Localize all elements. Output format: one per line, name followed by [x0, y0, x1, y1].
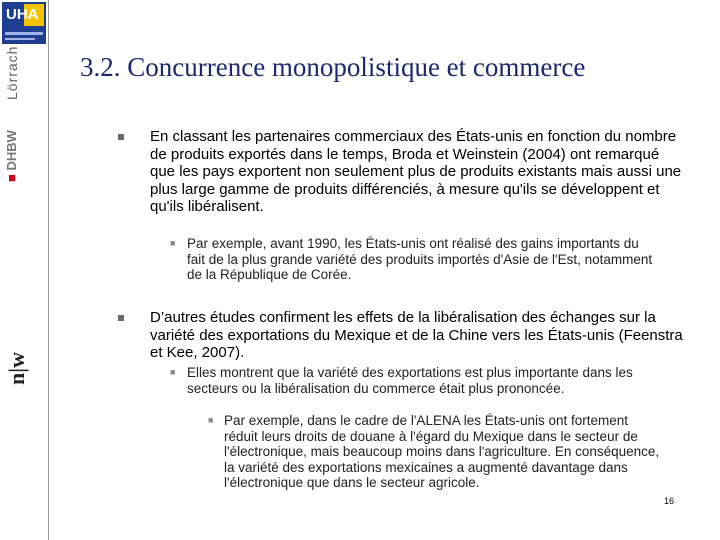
bullet-text: D’autres études confirment les effets de la libéralisation des échanges sur la variété des exportations du Mexique et de la Chine vers les États-unis (Feenstra et Kee, 2007). [150, 309, 683, 361]
uha-logo-subline-2 [5, 38, 35, 40]
sub-bullet-marker: ■ [170, 367, 176, 377]
sidebar-divider [48, 0, 49, 540]
sub-sub-bullet-marker: ■ [208, 415, 214, 425]
dhbw-logo-text: DHBW [4, 130, 19, 171]
sub-sub-bullet-text: Par exemple, dans le cadre de l'ALENA les États-unis ont fortement réduit leurs droits de douane à l'égard du Mexique dans le secteur de l'électronique, mais beaucoup moins dans l'agriculture. En conséquence, la variété des exportations mexicaines a augmenté davantage dans l'électronique que dans le secteur agricole. [224, 413, 660, 490]
dhbw-logo-mark: ■ [4, 170, 19, 182]
uha-logo-text: UHA [6, 6, 39, 23]
sub-bullet-marker: ■ [170, 238, 176, 248]
sidebar-logos [0, 0, 48, 540]
sub-bullet-text: Elles montrent que la variété des exportations est plus importante dans les secteurs ou la libéralisation du commerce était plus prononcée. [187, 365, 633, 396]
bullet-marker [118, 134, 124, 140]
dhbw-logo [4, 130, 19, 182]
slide-title: 3.2. Concurrence monopolistique et commerce [80, 52, 586, 82]
uha-logo [2, 2, 46, 44]
page-number: 16 [664, 496, 675, 506]
bullet-text: En classant les partenaires commerciaux des États-unis en fonction du nombre de produits exportés dans le temps, Broda et Weinstein (2004) ont remarqué que les pays exportent non seulement plus de produits existants mais aussi une plus large gamme de produits différenciés, à mesure qu'ils se développent et qu'ils libéralisent. [150, 128, 682, 215]
bullet-marker [118, 315, 124, 321]
lorrach-label: Lörrach [4, 45, 20, 100]
uha-logo-subline [5, 32, 43, 35]
nw-logo: n|w [4, 352, 29, 385]
sub-bullet-text: Par exemple, avant 1990, les États-unis ont réalisé des gains importants du fait de la plus grande variété des produits importés d'Asie de l'Est, notamment de la République de Corée. [187, 236, 653, 282]
